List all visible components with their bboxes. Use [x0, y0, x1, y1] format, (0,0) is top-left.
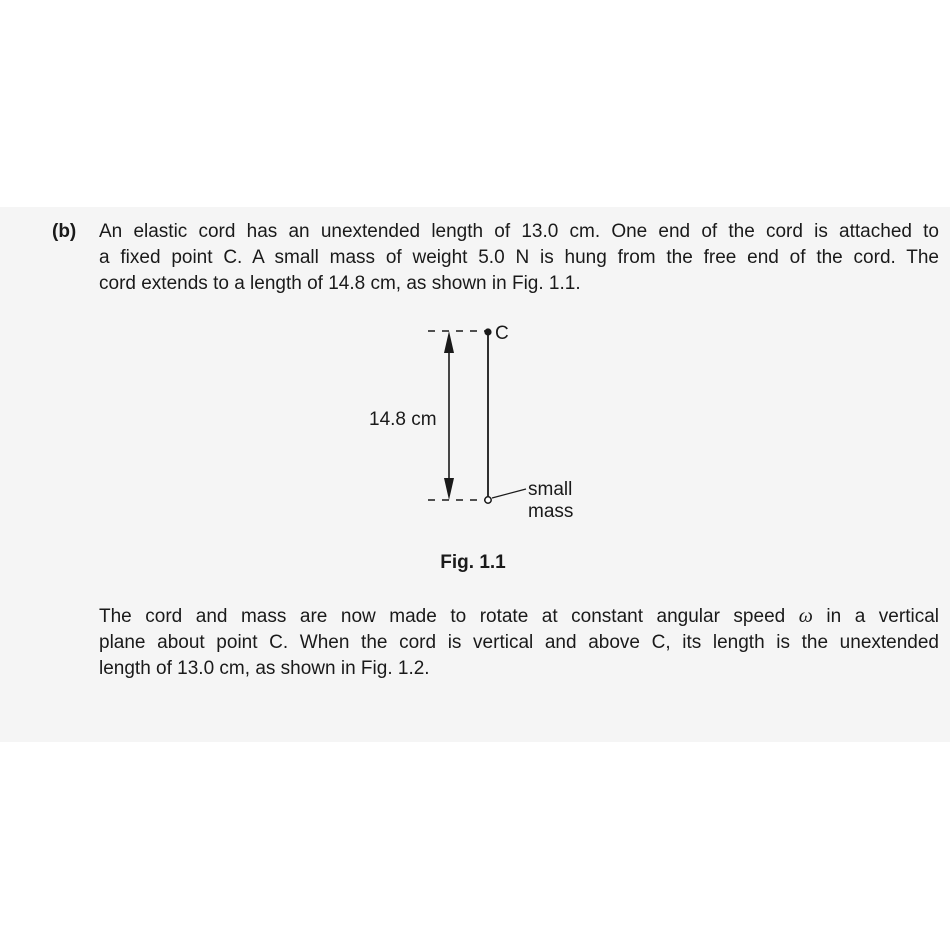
paragraph-line: length of 13.0 cm, as shown in Fig. 1.2. — [99, 658, 430, 679]
point-c-label: C — [495, 323, 509, 344]
omega-symbol: ω — [798, 605, 813, 627]
small-mass-marker — [485, 497, 491, 503]
figure-caption — [0, 552, 950, 574]
part-label: (b) — [52, 221, 77, 242]
question-paragraph-2 — [99, 603, 939, 682]
line-text-after-symbol: in a vertical — [826, 606, 939, 627]
paragraph-line: a fixed point C. A small mass of weight 5.0 N is hung from the free end of the cord. The — [99, 247, 939, 268]
paragraph-line — [99, 603, 939, 630]
paragraph-line: plane about point C. When the cord is vertical and above C, its length is the unextended — [99, 632, 939, 653]
mass-label-line1: small — [528, 479, 573, 500]
fixed-point-c — [484, 328, 491, 335]
dimension-arrow-head-down — [444, 478, 454, 500]
mass-leader-line — [492, 489, 526, 498]
question-paragraph — [99, 219, 939, 297]
paragraph-line: An elastic cord has an unextended length of 13.0 cm. One end of the cord is attached to — [99, 221, 939, 242]
mass-label-line2: mass — [528, 501, 574, 522]
paragraph-line: cord extends to a length of 14.8 cm, as shown in Fig. 1.1. — [99, 273, 581, 294]
line-text-before-symbol: The cord and mass are now made to rotate at constant angular speed — [99, 606, 786, 627]
length-label: 14.8 cm — [369, 409, 437, 430]
dimension-arrow-head-up — [444, 331, 454, 353]
figure-caption-text: Fig. 1.1 — [440, 552, 506, 573]
figure-1-1-diagram — [350, 318, 610, 528]
